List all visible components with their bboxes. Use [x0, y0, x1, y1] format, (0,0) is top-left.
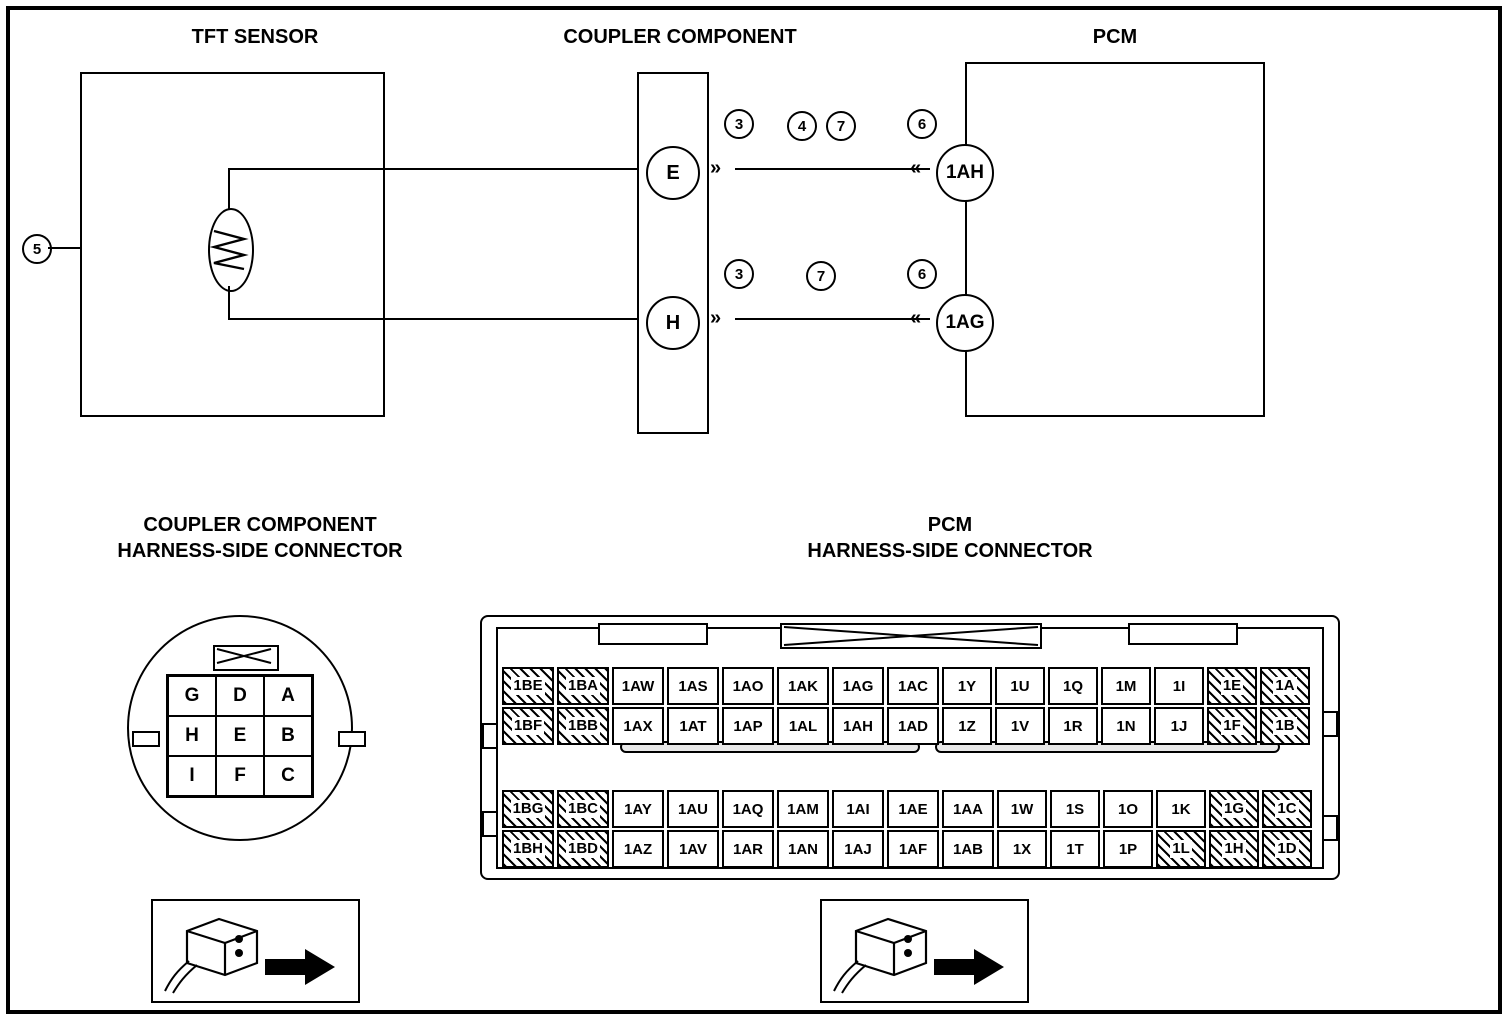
pcm-pin-1h — [1209, 830, 1259, 868]
pcm-pin-1ba — [557, 667, 609, 705]
pcm-connector-title — [660, 512, 1240, 564]
pcm-pin-1g — [1209, 790, 1259, 828]
pcm-pin-1be — [502, 667, 554, 705]
pcm-pin-1ae: 1AE — [887, 790, 939, 828]
pcm-ear-right-bottom — [1322, 815, 1338, 841]
pcm-pin-1aa: 1AA — [942, 790, 994, 828]
pcm-pin-1ak: 1AK — [777, 667, 829, 705]
pcm-pin-label: 1A — [1275, 677, 1295, 694]
pcm-pin-1f — [1207, 707, 1257, 745]
pcm-pin-label: 1BB — [567, 717, 598, 734]
pcm-pin-1k: 1K — [1156, 790, 1206, 828]
pcm-pin-1e — [1207, 667, 1257, 705]
coupler-tab-left — [132, 731, 160, 747]
pcm-pin-1ai: 1AI — [832, 790, 884, 828]
pcm-pin-1ah: 1AH — [832, 707, 884, 745]
pcm-pin-1i: 1I — [1154, 667, 1204, 705]
pcm-pin-1at: 1AT — [667, 707, 719, 745]
pcm-pin-label: 1BH — [512, 840, 543, 857]
thermistor-zigzag — [210, 225, 250, 273]
coupler-pin-e: E — [216, 716, 264, 756]
pcm-pin-1aq: 1AQ — [722, 790, 774, 828]
callout-bottom-3: 3 — [724, 259, 754, 289]
pcm-pin-1bb — [557, 707, 609, 745]
coupler-tab-right — [338, 731, 366, 747]
coupler-connector-title — [50, 512, 470, 564]
pcm-ear-right-top — [1322, 711, 1338, 737]
pcm-pin-1ay: 1AY — [612, 790, 664, 828]
thermistor-lead-top — [228, 168, 230, 210]
pcm-pin-1v: 1V — [995, 707, 1045, 745]
callout-top-3: 3 — [724, 109, 754, 139]
pcm-pin-1o: 1O — [1103, 790, 1153, 828]
pcm-connector-title-line2: HARNESS-SIDE CONNECTOR — [807, 540, 1093, 562]
pcm-box — [965, 62, 1265, 417]
pcm-probe-icon — [822, 901, 1023, 997]
pcm-pin-1t: 1T — [1050, 830, 1100, 868]
pcm-pin-1bc — [557, 790, 609, 828]
pcm-pin-1bf — [502, 707, 554, 745]
coupler-pin-grid — [166, 674, 314, 798]
pcm-pin-1q: 1Q — [1048, 667, 1098, 705]
pcm-keyway-x-icon — [782, 625, 1040, 647]
pcm-pin-1l — [1156, 830, 1206, 868]
wire-bottom-coupler-pcm — [735, 318, 930, 320]
pcm-pin-label: 1F — [1223, 717, 1241, 734]
pcm-pin-label: 1BE — [513, 677, 543, 694]
pcm-pin-label: 1B — [1275, 717, 1295, 734]
pcm-pin-1bg — [502, 790, 554, 828]
pcm-pin-label: 1BG — [512, 800, 544, 817]
pcm-pin-label: 1D — [1277, 840, 1297, 857]
pcm-notch-right — [1128, 623, 1238, 645]
coupler-component-box — [637, 72, 709, 434]
thermistor-lead-bottom — [228, 286, 230, 320]
pcm-pin-1aj: 1AJ — [832, 830, 884, 868]
pcm-pin-1aw: 1AW — [612, 667, 664, 705]
pcm-pin-1as: 1AS — [667, 667, 719, 705]
pcm-pin-1u: 1U — [995, 667, 1045, 705]
coupler-pin-b: B — [264, 716, 312, 756]
pcm-notch-left — [598, 623, 708, 645]
sensor-wire-bottom — [228, 318, 648, 320]
callout-top-7: 7 — [826, 111, 856, 141]
title-pcm: PCM — [1092, 26, 1138, 48]
pcm-pin-1av: 1AV — [667, 830, 719, 868]
sensor-wire-top — [228, 168, 648, 170]
wire-top-coupler-pcm — [735, 168, 930, 170]
pcm-pin-label: 1BD — [567, 840, 598, 857]
pcm-pin-1x: 1X — [997, 830, 1047, 868]
coupler-probe-icon — [153, 901, 354, 997]
callout-top-4: 4 — [787, 111, 817, 141]
pcm-pin-label: 1BF — [513, 717, 543, 734]
pcm-pin-1b — [1260, 707, 1310, 745]
pcm-pin-1ag: 1AG — [832, 667, 884, 705]
coupler-probe-icon-box — [151, 899, 360, 1003]
pcm-pin-1ao: 1AO — [722, 667, 774, 705]
coupler-pin-h: H — [168, 716, 216, 756]
pcm-pin-1m: 1M — [1101, 667, 1151, 705]
pcm-pin-1n: 1N — [1101, 707, 1151, 745]
pcm-terminal-1ag: 1AG — [936, 294, 994, 352]
pcm-pin-1ac: 1AC — [887, 667, 939, 705]
callout-bottom-7: 7 — [806, 261, 836, 291]
pcm-pin-1az: 1AZ — [612, 830, 664, 868]
pcm-in-arrow-bottom: « — [910, 307, 922, 329]
pcm-pin-label: 1L — [1172, 840, 1190, 857]
pcm-pin-1ap: 1AP — [722, 707, 774, 745]
callout-top-6: 6 — [907, 109, 937, 139]
pcm-pin-1j: 1J — [1154, 707, 1204, 745]
pcm-pin-1al: 1AL — [777, 707, 829, 745]
pcm-pin-1au: 1AU — [667, 790, 719, 828]
pcm-pin-1an: 1AN — [777, 830, 829, 868]
pcm-pin-1am: 1AM — [777, 790, 829, 828]
pcm-pin-1ax: 1AX — [612, 707, 664, 745]
coupler-pin-c: C — [264, 756, 312, 796]
pcm-pin-1p: 1P — [1103, 830, 1153, 868]
coupler-connector-title-line2: HARNESS-SIDE CONNECTOR — [117, 540, 403, 562]
pcm-pin-1ar: 1AR — [722, 830, 774, 868]
pcm-pin-label: 1H — [1224, 840, 1244, 857]
title-tft-sensor: TFT SENSOR — [191, 26, 319, 48]
coupler-out-arrow-bottom: » — [710, 307, 722, 329]
pcm-pin-label: 1E — [1222, 677, 1242, 694]
pcm-pin-label: 1BC — [567, 800, 598, 817]
pcm-in-arrow-top: « — [910, 157, 922, 179]
coupler-terminal-h: H — [646, 296, 700, 350]
pcm-pin-1ad: 1AD — [887, 707, 939, 745]
pcm-pin-1a — [1260, 667, 1310, 705]
pcm-pin-1s: 1S — [1050, 790, 1100, 828]
pcm-pin-label: 1C — [1277, 800, 1297, 817]
coupler-terminal-e: E — [646, 146, 700, 200]
pcm-ear-left-bottom — [482, 811, 498, 837]
pcm-connector — [480, 615, 1340, 880]
pcm-terminal-1ah: 1AH — [936, 144, 994, 202]
callout-5: 5 — [22, 234, 52, 264]
coupler-pin-a: A — [264, 676, 312, 716]
callout-bottom-6: 6 — [907, 259, 937, 289]
callout-5-leader — [48, 247, 80, 249]
coupler-out-arrow-top: » — [710, 157, 722, 179]
pcm-pin-1z: 1Z — [942, 707, 992, 745]
pcm-pin-1bh — [502, 830, 554, 868]
pcm-ear-left-top — [482, 723, 498, 749]
pcm-pin-1w: 1W — [997, 790, 1047, 828]
pcm-pin-1ab: 1AB — [942, 830, 994, 868]
pcm-pin-1y: 1Y — [942, 667, 992, 705]
coupler-connector-title-line1: COUPLER COMPONENT — [143, 514, 377, 536]
pcm-pin-1d — [1262, 830, 1312, 868]
pcm-pin-1bd — [557, 830, 609, 868]
coupler-keyway-x-icon — [215, 647, 273, 665]
coupler-pin-f: F — [216, 756, 264, 796]
coupler-pin-g: G — [168, 676, 216, 716]
title-coupler-component: COUPLER COMPONENT — [563, 26, 797, 48]
pcm-pin-label: 1BA — [567, 677, 598, 694]
pcm-connector-title-line1: PCM — [927, 514, 973, 536]
pcm-pin-1c — [1262, 790, 1312, 828]
pcm-pin-1r: 1R — [1048, 707, 1098, 745]
pcm-pin-1af: 1AF — [887, 830, 939, 868]
pcm-probe-icon-box — [820, 899, 1029, 1003]
coupler-pin-d: D — [216, 676, 264, 716]
pcm-pin-label: 1G — [1223, 800, 1244, 817]
coupler-pin-i: I — [168, 756, 216, 796]
